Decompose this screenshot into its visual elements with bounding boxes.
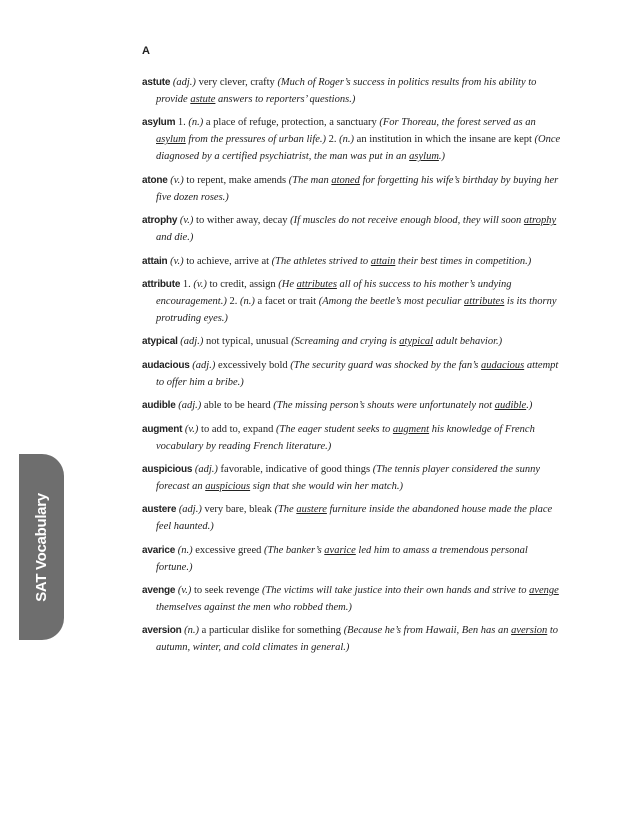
entry-term: auspicious <box>142 463 193 475</box>
entry-example: (Much of Roger’s success in politics results from his ability to provide <box>156 77 537 105</box>
entry-term: audacious <box>142 359 190 371</box>
entry-part-of-speech: (n.) <box>188 117 204 129</box>
entry-term: augment <box>142 423 183 435</box>
entry-example: (The security guard was shocked by the fan’s <box>290 359 482 371</box>
entry-term: atypical <box>142 336 178 348</box>
entry-astute <box>142 74 562 108</box>
entry-example: (The banker’s <box>264 544 325 556</box>
entry-example: to autumn, winter, and cold climates in general.) <box>156 625 559 654</box>
entry-text: to repent, make amends <box>183 174 289 186</box>
entry-example: (Among the beetle’s most peculiar <box>318 295 465 307</box>
entry-term: avarice <box>142 544 176 556</box>
entry-term: atrophy <box>142 215 178 227</box>
entry-text: excessive greed <box>192 544 265 556</box>
entry-text: very bare, bleak <box>201 504 275 516</box>
entry-attain <box>142 253 562 270</box>
entry-text: favorable, indicative of good things <box>217 463 373 475</box>
entry-example: is its thorny protruding eyes.) <box>156 295 557 324</box>
entry-part-of-speech: (adj.) <box>178 504 202 516</box>
entry-part-of-speech: (n.) <box>184 625 200 637</box>
entry-example: (The man <box>288 174 332 186</box>
entry-part-of-speech: (n.) <box>339 134 355 146</box>
entry-example: (The athletes strived to <box>271 255 371 267</box>
entry-term: atone <box>142 174 168 186</box>
entry-keyword: asylum <box>156 134 186 146</box>
entry-keyword: atypical <box>399 336 434 348</box>
entry-part-of-speech: (adj.) <box>172 77 196 88</box>
entry-keyword: augment <box>392 423 430 435</box>
entry-part-of-speech: (n.) <box>239 295 255 307</box>
entry-example: (Once diagnosed by a certified psychiatrist, the man was put in an <box>156 134 561 163</box>
side-tab-label: SAT Vocabulary <box>33 492 51 602</box>
entry-example: and die.) <box>156 232 194 244</box>
entry-text: 2. <box>226 295 240 307</box>
entry-atrophy <box>142 212 562 246</box>
entry-text: to achieve, arrive at <box>183 255 272 267</box>
entry-keyword: audible <box>494 400 527 412</box>
entry-example: (Screaming and crying is <box>291 336 400 348</box>
entry-audible <box>142 397 562 414</box>
entry-part-of-speech: (n.) <box>177 544 193 556</box>
entry-atypical <box>142 333 562 350</box>
entry-text: an institution in which the insane are kept <box>354 134 535 146</box>
entry-example: (The <box>274 504 297 516</box>
entry-keyword: attain <box>370 255 396 267</box>
entry-example: themselves against the men who robbed them.) <box>156 602 352 614</box>
entry-example: .) <box>526 400 533 412</box>
entry-example: (The eager student seeks to <box>275 423 393 435</box>
entry-part-of-speech: (v.) <box>184 423 199 435</box>
entry-example: all of his success to his mother’s undying encouragement.) <box>156 278 512 307</box>
entry-list <box>142 74 562 663</box>
entry-text: excessively bold <box>215 359 291 371</box>
entry-asylum <box>142 114 562 165</box>
entry-text: 2. <box>326 134 340 146</box>
section-letter: A <box>142 45 150 57</box>
entry-text: to credit, assign <box>206 278 279 290</box>
entry-attribute <box>142 276 562 327</box>
entry-example: .) <box>438 151 446 163</box>
entry-part-of-speech: (adj.) <box>194 463 218 475</box>
entry-text: not typical, unusual <box>203 336 292 348</box>
entry-part-of-speech: (v.) <box>179 215 194 227</box>
entry-example: answers to reporters’ questions.) <box>215 94 356 105</box>
entry-part-of-speech: (adj.) <box>192 359 216 371</box>
entry-part-of-speech: (v.) <box>170 255 184 267</box>
entry-auspicious <box>142 461 562 495</box>
entry-example: (He <box>278 278 297 290</box>
side-tab <box>19 454 64 640</box>
entry-example: (If muscles do not receive enough blood, they will soon <box>290 215 524 227</box>
entry-audacious <box>142 357 562 391</box>
entry-term: astute <box>142 77 171 88</box>
entry-keyword: atrophy <box>523 215 557 227</box>
entry-keyword: avarice <box>324 544 356 556</box>
entry-example: adult behavior.) <box>433 336 503 348</box>
entry-avarice <box>142 542 562 576</box>
entry-austere <box>142 501 562 535</box>
entry-text: to add to, expand <box>198 423 276 435</box>
entry-example: (Because he’s from Hawaii, Ben has an <box>343 625 512 637</box>
entry-text: to seek revenge <box>191 585 262 597</box>
entry-text: 1. <box>180 278 194 290</box>
entry-example: from the pressures of urban life.) <box>185 134 327 146</box>
entry-keyword: astute <box>190 94 216 105</box>
entry-avenge <box>142 582 562 616</box>
entry-atone <box>142 172 562 206</box>
entry-keyword: asylum <box>409 151 439 163</box>
entry-term: attain <box>142 255 168 267</box>
entry-part-of-speech: (adj.) <box>180 336 204 348</box>
entry-text: to wither away, decay <box>193 215 291 227</box>
entry-keyword: auspicious <box>205 480 251 492</box>
entry-text: able to be heard <box>201 400 274 412</box>
entry-part-of-speech: (v.) <box>193 278 207 290</box>
entry-text: a particular dislike for something <box>199 625 344 637</box>
entry-part-of-speech: (v.) <box>177 585 192 597</box>
entry-example: for forgetting his wife’s birthday by buying her five dozen roses.) <box>156 174 559 203</box>
entry-example: attempt to offer him a bribe.) <box>156 359 559 388</box>
entry-example: (The missing person’s shouts were unfortunately not <box>273 400 495 412</box>
entry-example: his knowledge of French vocabulary by reading French literature.) <box>156 423 535 452</box>
entry-example: (The tennis player considered the sunny forecast an <box>156 463 541 492</box>
entry-text: a facet or trait <box>254 295 319 307</box>
entry-example: (For Thoreau, the forest served as an <box>379 117 536 129</box>
entry-example: their best times in competition.) <box>395 255 532 267</box>
entry-term: aversion <box>142 625 182 637</box>
entry-aversion <box>142 622 562 656</box>
entry-example: led him to amass a tremendous personal fortune.) <box>156 544 528 573</box>
entry-keyword: attributes <box>296 278 337 290</box>
entry-keyword: attributes <box>464 295 505 307</box>
entry-example: (The victims will take justice into their own hands and strive to <box>261 585 530 597</box>
entry-text: 1. <box>175 117 189 129</box>
entry-augment <box>142 421 562 455</box>
entry-keyword: austere <box>296 504 327 516</box>
entry-keyword: audacious <box>481 359 525 371</box>
entry-keyword: aversion <box>511 625 548 637</box>
entry-keyword: atoned <box>331 174 360 186</box>
entry-term: austere <box>142 504 177 516</box>
entry-term: asylum <box>142 117 176 129</box>
entry-part-of-speech: (adj.) <box>178 400 202 412</box>
entry-example: furniture inside the abandoned house made the place feel haunted.) <box>156 504 553 533</box>
entry-part-of-speech: (v.) <box>170 174 184 186</box>
entry-text: very clever, crafty <box>195 77 278 88</box>
entry-keyword: avenge <box>529 585 559 597</box>
entry-term: avenge <box>142 585 176 597</box>
entry-term: audible <box>142 400 176 412</box>
entry-term: attribute <box>142 278 181 290</box>
entry-text: a place of refuge, protection, a sanctuary <box>203 117 380 129</box>
entry-example: sign that she would win her match.) <box>250 480 403 492</box>
